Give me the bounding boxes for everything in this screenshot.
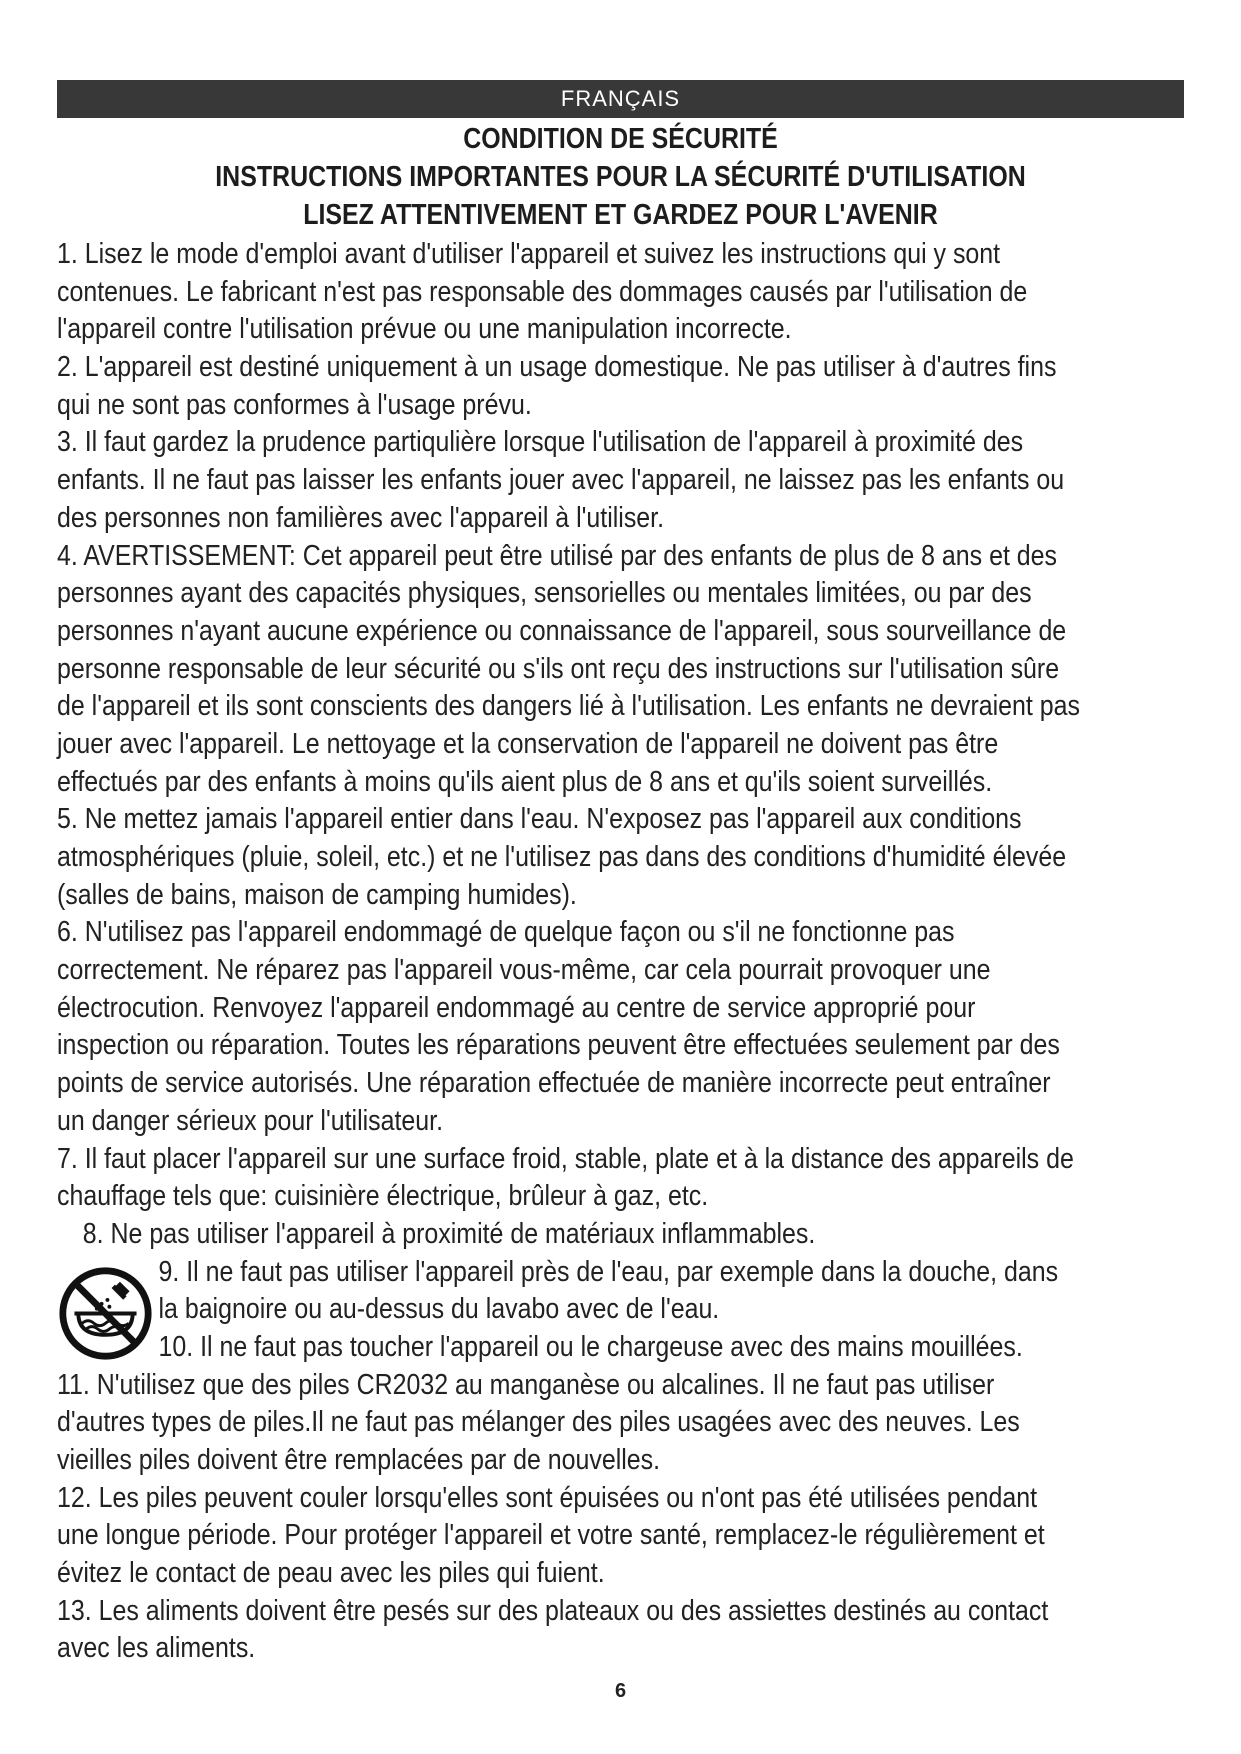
instruction-line: 8. Ne pas utiliser l'appareil à proximité de matériaux inflammables. [82,1217,816,1250]
page-number: 6 [614,1680,627,1702]
instruction-line: (salles de bains, maison de camping humides). [57,878,577,911]
instruction-line: personne responsable de leur sécurité ou s'ils ont reçu des instructions sur l'utilisation sûre [57,652,1060,685]
instruction-line: vieilles piles doivent être remplacées par de nouvelles. [57,1444,661,1476]
section-subtitle: INSTRUCTIONS IMPORTANTES POUR LA SÉCURITÉ D'UTILISATION [215,161,1026,193]
instruction-line: une longue période. Pour protéger l'appareil et votre santé, remplacez-le régulièrement et [57,1519,1045,1552]
instruction-line: la baignoire ou au-dessus du lavabo avec de l'eau. [158,1293,720,1326]
instruction-line: enfants. Il ne faut pas laisser les enfants jouer avec l'appareil, ne laissez pas les enfants ou [57,464,1065,497]
instruction-line: électrocution. Renvoyez l'appareil endommagé au centre de service approprié pour [57,991,976,1024]
section-title: CONDITION DE SÉCURITÉ [463,123,778,155]
instruction-line: 3. Il faut gardez la prudence partiqulière lorsque l'utilisation de l'appareil à proximité des [57,426,1024,459]
language-label: FRANÇAIS [560,86,681,111]
instruction-line: 10. Il ne faut pas toucher l'appareil ou le chargeuse avec des mains mouillées. [158,1330,1023,1363]
instruction-line: 4. AVERTISSEMENT: Cet appareil peut être utilisé par des enfants de plus de 8 ans et des [57,539,1058,572]
instruction-line: correctement. Ne réparez pas l'appareil vous-même, car cela pourrait provoquer une [57,954,991,987]
instruction-line: de l'appareil et ils sont conscients des dangers lié à l'utilisation. Les enfants ne devraient pas [57,690,1080,723]
instruction-line: l'appareil contre l'utilisation prévue ou une manipulation incorrecte. [57,313,792,346]
instruction-line: 5. Ne mettez jamais l'appareil entier dans l'eau. N'exposez pas l'appareil aux conditions [57,803,1022,836]
instruction-line: atmosphériques (pluie, soleil, etc.) et ne l'utilisez pas dans des conditions d'humidité élevée [57,841,1067,873]
instruction-line: 6. N'utilisez pas l'appareil endommagé de quelque façon ou s'il ne fonctionne pas [57,916,955,949]
instruction-line: avec les aliments. [57,1632,256,1665]
instruction-line: des personnes non familières avec l'appareil à l'utiliser. [57,501,665,534]
section-subtitle-2: LISEZ ATTENTIVEMENT ET GARDEZ POUR L'AVENIR [303,199,938,231]
instructions-text [57,236,1175,1668]
safety-titles [136,120,1105,234]
instruction-line: qui ne sont pas conformes à l'usage prévu. [57,388,532,421]
instruction-line: évitez le contact de peau avec les piles qui fuient. [57,1557,605,1590]
instruction-line: points de service autorisés. Une réparation effectuée de manière incorrecte peut entraîner [57,1067,1051,1100]
instruction-line: 7. Il faut placer l'appareil sur une surface froid, stable, plate et à la distance des appareils de [57,1142,1074,1175]
language-header-bar [57,80,1184,118]
instruction-line: 11. N'utilisez que des piles CR2032 au manganèse ou alcalines. Il ne faut pas utiliser [57,1368,995,1401]
instruction-line: un danger sérieux pour l'utilisateur. [57,1104,444,1137]
instruction-line: personnes n'ayant aucune expérience ou connaissance de l'appareil, sous sourveillance de [57,614,1067,647]
instruction-line: effectués par des enfants à moins qu'ils aient plus de 8 ans et qu'ils soient surveillés. [57,765,993,798]
instruction-line: chauffage tels que: cuisinière électrique, brûleur à gaz, etc. [57,1180,709,1213]
instruction-line: 13. Les aliments doivent être pesés sur des plateaux ou des assiettes destinés au contact [57,1594,1049,1627]
instruction-line: contenues. Le fabricant n'est pas responsable des dommages causés par l'utilisation de [57,275,1028,308]
instruction-line: jouer avec l'appareil. Le nettoyage et la conservation de l'appareil ne doivent pas être [57,727,999,760]
no-water-bath-icon [57,1265,154,1362]
instruction-line: inspection ou réparation. Toutes les réparations peuvent être effectuées seulement par des [57,1029,1060,1062]
instruction-line: 2. L'appareil est destiné uniquement à un usage domestique. Ne pas utiliser à d'autres fins [57,351,1057,384]
instruction-line: 12. Les piles peuvent couler lorsqu'elles sont épuisées ou n'ont pas été utilisées pendant [57,1481,1038,1514]
instruction-line: 1. Lisez le mode d'emploi avant d'utiliser l'appareil et suivez les instructions qui y sont [57,238,1001,270]
instruction-line: personnes ayant des capacités physiques, sensorielles ou mentales limitées, ou par des [57,577,1032,610]
instruction-line: 9. Il ne faut pas utiliser l'appareil près de l'eau, par exemple dans la douche, dans [158,1255,1059,1288]
instruction-line: d'autres types de piles.Il ne faut pas mélanger des piles usagées avec des neuves. Les [57,1406,1020,1439]
